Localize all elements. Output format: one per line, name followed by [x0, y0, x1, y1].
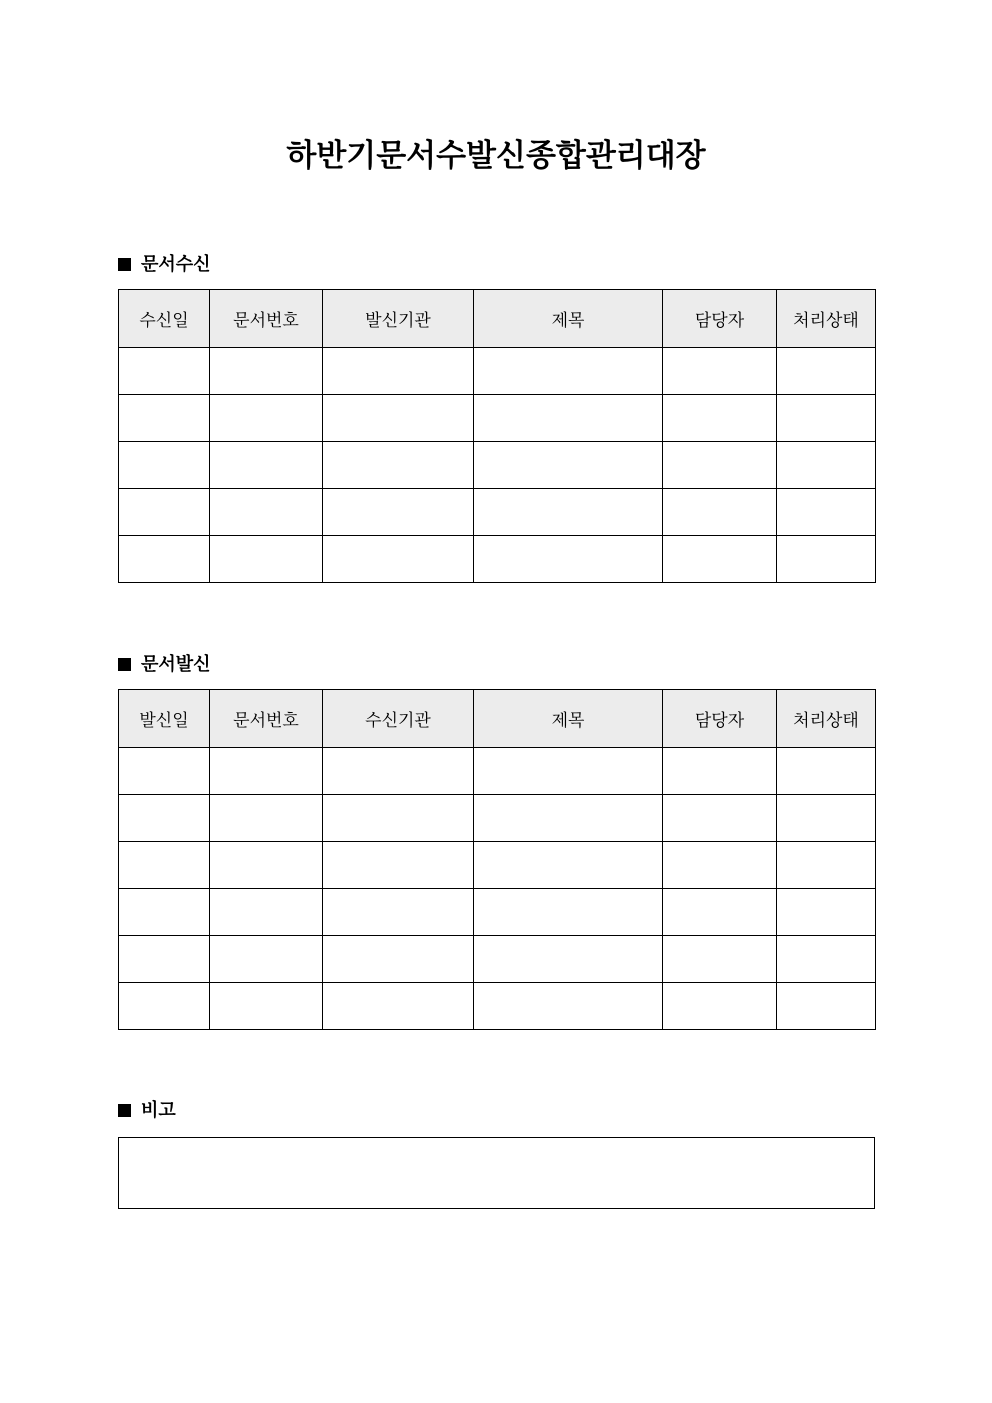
table-cell[interactable] [210, 442, 323, 489]
table-row [119, 395, 876, 442]
column-header: 제목 [474, 690, 663, 748]
sent-heading-label: 문서발신 [141, 654, 211, 675]
table-cell[interactable] [323, 348, 474, 395]
table-cell[interactable] [210, 395, 323, 442]
table-cell[interactable] [474, 983, 663, 1030]
table-row [119, 889, 876, 936]
remarks-section-heading [118, 1099, 176, 1123]
page-title: 하반기문서수발신종합관리대장 [286, 138, 706, 174]
table-cell[interactable] [474, 348, 663, 395]
table-cell[interactable] [323, 395, 474, 442]
table-cell[interactable] [474, 889, 663, 936]
table-cell[interactable] [777, 348, 876, 395]
table-cell[interactable] [119, 748, 210, 795]
table-cell[interactable] [474, 489, 663, 536]
table-cell[interactable] [474, 395, 663, 442]
table-cell[interactable] [474, 795, 663, 842]
table-cell[interactable] [777, 842, 876, 889]
table-cell[interactable] [663, 842, 777, 889]
column-header: 담당자 [663, 690, 777, 748]
column-header: 처리상태 [777, 690, 876, 748]
table-cell[interactable] [474, 748, 663, 795]
table-cell[interactable] [777, 889, 876, 936]
table-cell[interactable] [119, 442, 210, 489]
column-header: 발신일 [119, 690, 210, 748]
table-cell[interactable] [210, 348, 323, 395]
table-cell[interactable] [119, 395, 210, 442]
received-heading-label: 문서수신 [141, 254, 211, 275]
table-row [119, 348, 876, 395]
table-cell[interactable] [210, 748, 323, 795]
table-cell[interactable] [777, 983, 876, 1030]
column-header: 발신기관 [323, 290, 474, 348]
table-cell[interactable] [210, 842, 323, 889]
column-header: 문서번호 [210, 690, 323, 748]
table-cell[interactable] [663, 936, 777, 983]
table-cell[interactable] [663, 748, 777, 795]
table-cell[interactable] [663, 536, 777, 583]
table-cell[interactable] [119, 536, 210, 583]
table-cell[interactable] [210, 795, 323, 842]
table-cell[interactable] [323, 842, 474, 889]
table-row [119, 536, 876, 583]
table-cell[interactable] [777, 748, 876, 795]
table-cell[interactable] [119, 842, 210, 889]
received-section-heading [118, 253, 211, 277]
square-bullet-icon [118, 658, 131, 671]
table-cell[interactable] [210, 489, 323, 536]
table-cell[interactable] [777, 489, 876, 536]
table-row [119, 795, 876, 842]
table-row [119, 442, 876, 489]
table-row [119, 489, 876, 536]
table-cell[interactable] [210, 983, 323, 1030]
remarks-field[interactable] [118, 1137, 875, 1209]
table-cell[interactable] [119, 983, 210, 1030]
table-cell[interactable] [474, 936, 663, 983]
table-cell[interactable] [777, 795, 876, 842]
table-cell[interactable] [777, 442, 876, 489]
table-cell[interactable] [474, 842, 663, 889]
table-cell[interactable] [119, 889, 210, 936]
table-row [119, 842, 876, 889]
table-cell[interactable] [777, 536, 876, 583]
table-cell[interactable] [323, 442, 474, 489]
column-header: 수신일 [119, 290, 210, 348]
column-header: 담당자 [663, 290, 777, 348]
table-cell[interactable] [210, 536, 323, 583]
table-cell[interactable] [119, 489, 210, 536]
table-cell[interactable] [119, 936, 210, 983]
table-cell[interactable] [663, 983, 777, 1030]
received-table [118, 289, 876, 583]
table-cell[interactable] [474, 442, 663, 489]
column-header: 처리상태 [777, 290, 876, 348]
sent-table [118, 689, 876, 1030]
table-cell[interactable] [119, 348, 210, 395]
table-cell[interactable] [663, 442, 777, 489]
table-cell[interactable] [210, 936, 323, 983]
square-bullet-icon [118, 258, 131, 271]
column-header: 수신기관 [323, 690, 474, 748]
sent-header-row [119, 690, 876, 748]
table-cell[interactable] [663, 489, 777, 536]
table-cell[interactable] [663, 795, 777, 842]
column-header: 문서번호 [210, 290, 323, 348]
table-cell[interactable] [210, 889, 323, 936]
table-row [119, 936, 876, 983]
square-bullet-icon [118, 1104, 131, 1117]
table-cell[interactable] [663, 889, 777, 936]
table-cell[interactable] [323, 748, 474, 795]
received-header-row [119, 290, 876, 348]
table-cell[interactable] [663, 348, 777, 395]
sent-section-heading [118, 653, 211, 677]
table-cell[interactable] [323, 983, 474, 1030]
table-cell[interactable] [323, 536, 474, 583]
table-cell[interactable] [323, 489, 474, 536]
remarks-heading-label: 비고 [141, 1100, 176, 1121]
column-header: 제목 [474, 290, 663, 348]
table-cell[interactable] [777, 936, 876, 983]
table-cell[interactable] [777, 395, 876, 442]
table-cell[interactable] [663, 395, 777, 442]
table-cell[interactable] [323, 795, 474, 842]
table-cell[interactable] [323, 936, 474, 983]
table-row [119, 983, 876, 1030]
table-cell[interactable] [474, 536, 663, 583]
table-row [119, 748, 876, 795]
table-cell[interactable] [323, 889, 474, 936]
table-cell[interactable] [119, 795, 210, 842]
